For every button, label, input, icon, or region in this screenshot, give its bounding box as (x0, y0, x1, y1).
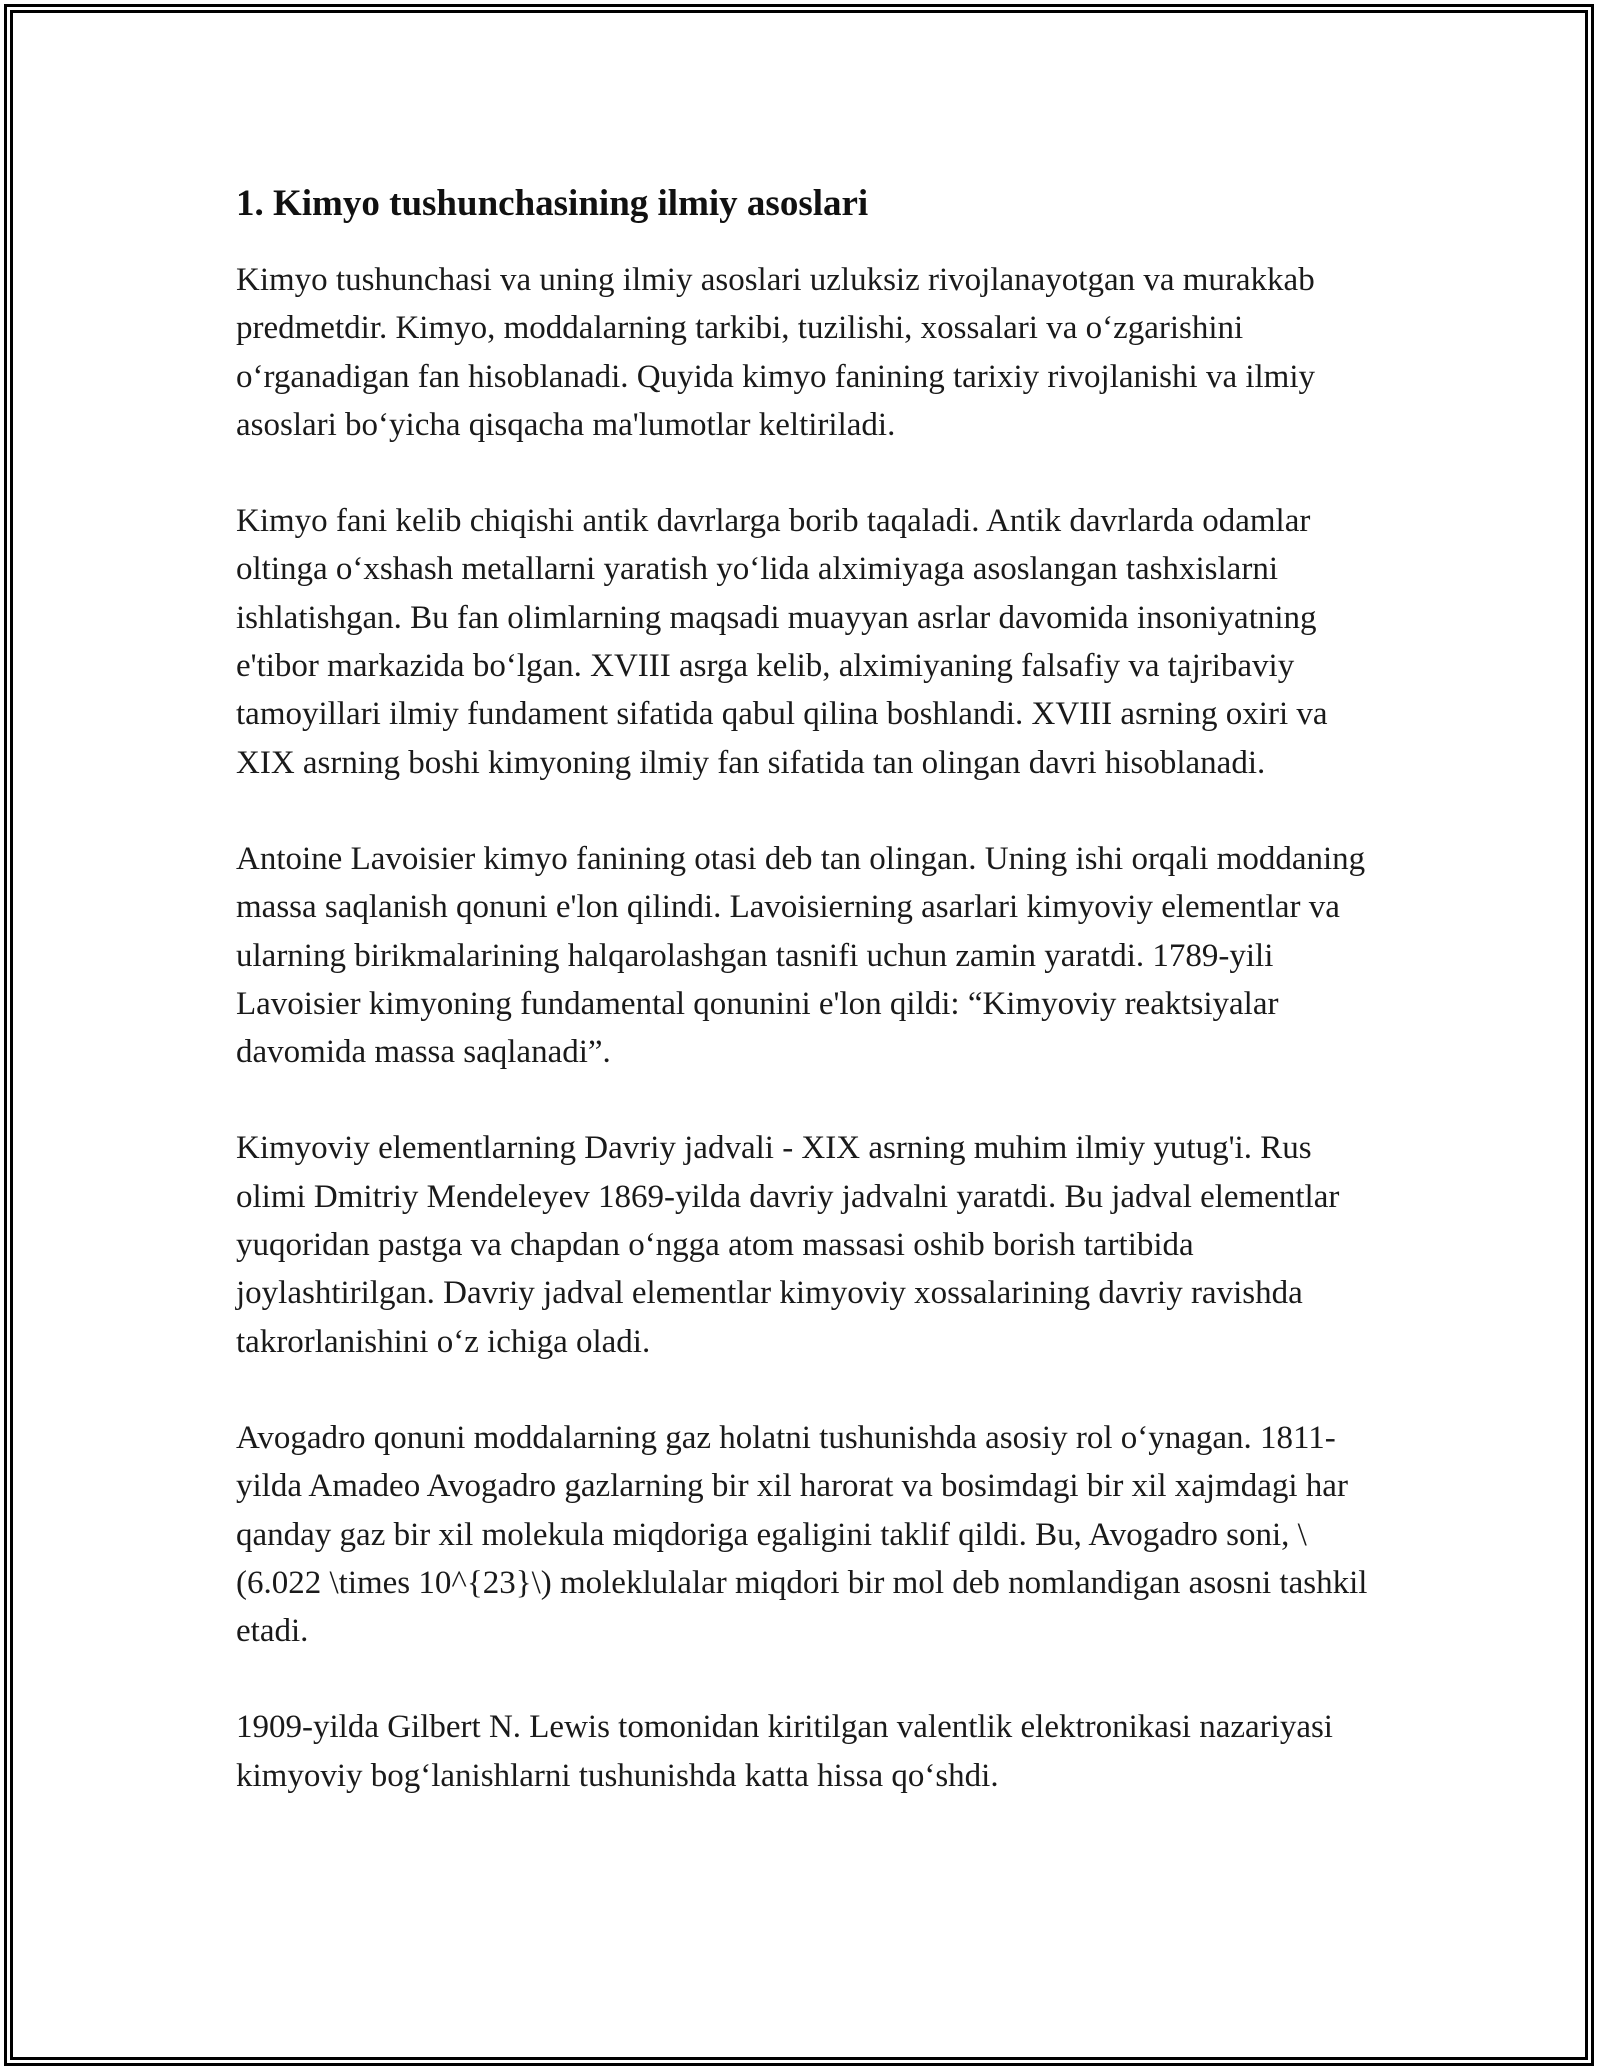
paragraph-lavoisier: Antoine Lavoisier kimyo fanining otasi deb tan olingan. Uning ishi orqali moddaning massa saqlanish qonuni e'lon qilindi. Lavoisierning asarlari kimyoviy elementlar va ularning birikmalarining halqarolashgan tasnifi uchun zamin yaratdi. 1789-yili Lavoisier kimyoning fundamental qonunini e'lon qildi: “Kimyoviy reaktsiyalar davomida massa saqlanadi”. (236, 840, 1366, 1071)
document-page (236, 178, 1386, 1848)
paragraph-periodic-table: Kimyoviy elementlarning Davriy jadvali - XIX asrning muhim ilmiy yutug'i. Rus olimi Dmitriy Mendeleyev 1869-yilda davriy jadvalni yaratdi. Bu jadval elementlar yuqoridan pastga va chapdan o‘ngga atom massasi oshib borish tartibida joylashtirilgan. Davriy jadval elementlar kimyoviy xossalarining davriy ravishda takrorlanishini o‘z ichiga oladi. (236, 1130, 1340, 1360)
paragraph-history: Kimyo fani kelib chiqishi antik davrlarga borib taqaladi. Antik davrlarda odamlar oltinga o‘xshash metallarni yaratish yo‘lida alximiyaga asoslangan tashxislarni ishlatishgan. Bu fan olimlarning maqsadi muayyan asrlar davomida insoniyatning e'tibor markazida bo‘lgan. XVIII asrga kelib, alximiyaning falsafiy va tajribaviy tamoyillari ilmiy fundament sifatida qabul qilina boshlandi. XVIII asrning oxiri va XIX asrning boshi kimyoning ilmiy fan sifatida tan olingan davri hisoblanadi. (236, 503, 1328, 781)
paragraph-intro: Kimyo tushunchasi va uning ilmiy asoslari uzluksiz rivojlanayotgan va murakkab predmetdir. Kimyo, moddalarning tarkibi, tuzilishi, xossalari va o‘zgarishini o‘rganadigan fan hisoblanadi. Quyida kimyo fanining tarixiy rivojlanishi va ilmiy asoslari bo‘yicha qisqacha ma'lumotlar keltiriladi. (236, 262, 1316, 443)
paragraph-avogadro: Avogadro qonuni moddalarning gaz holatni tushunishda asosiy rol o‘ynagan. 1811-yilda Amadeo Avogadro gazlarning bir xil harorat va bosimdagi bir xil xajmdagi har qanday gaz bir xil molekula miqdoriga egaligini taklif qildi. Bu, Avogadro soni, \(6.022 \times 10^{23}\) moleklulalar miqdori bir mol deb nomlandigan asosni tashkil etadi. (236, 1419, 1368, 1650)
section-heading: 1. Kimyo tushunchasining ilmiy asoslari (236, 183, 869, 224)
paragraph-lewis: 1909-yilda Gilbert N. Lewis tomonidan kiritilgan valentlik elektronikasi nazariyasi kimyoviy bog‘lanishlarni tushunishda katta hissa qo‘shdi. (236, 1709, 1333, 1794)
